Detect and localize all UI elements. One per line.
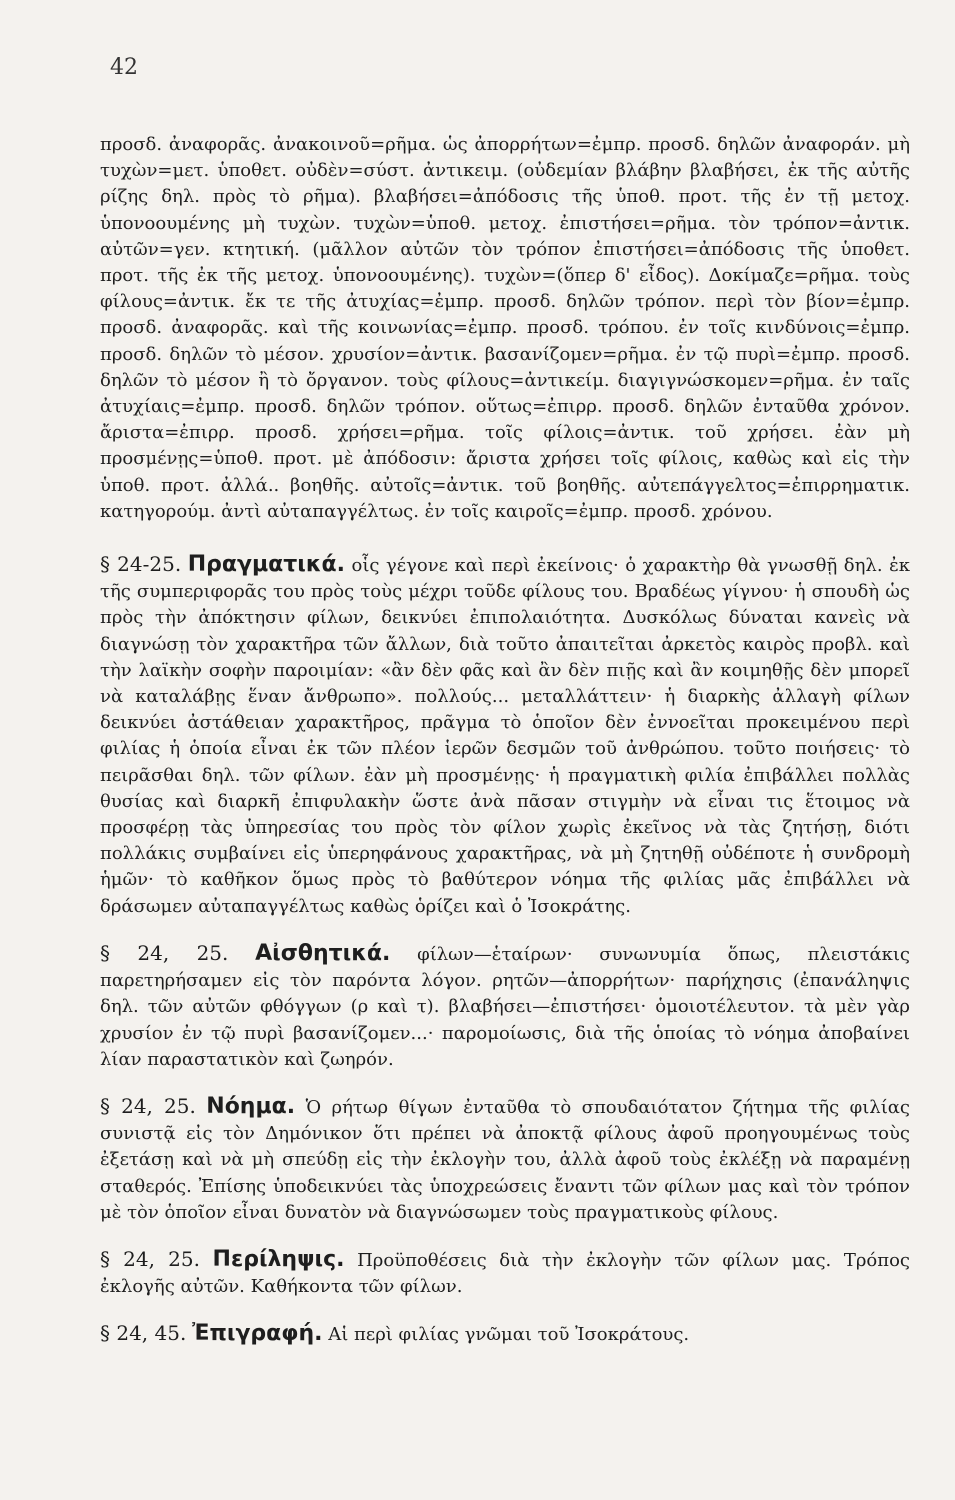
section-heading: Νόημα. xyxy=(206,1093,296,1119)
section-number: § 24, 25. xyxy=(100,940,229,965)
section-heading: Πραγματικά. xyxy=(187,552,345,578)
section-text: φίλων—ἑταίρων· συνωνυμία ὅπως, πλειστάκις παρετηρήσαμεν εἰς τὸν παρόντα λόγον. ρητῶν—ἀπορρήτων· παρήχησις (ἐπανάληψις δηλ. τῶν αὐτῶν φθόγγων (ρ καὶ τ). βλαβήσει—ἐπιστήσει· ὁμοιοτέλευτον. τὰ μὲν γὰρ χρυσίον ἐν τῷ πυρὶ βασανίζομεν...· παρομοίωσις, διὰ τῆς ὁποίας τὸ νόημα ἀποβαίνει λίαν παραστατικὸν καὶ ζωηρόν. xyxy=(100,943,910,1070)
section-text: Αἱ περὶ φιλίας γνῶμαι τοῦ Ἰσοκράτους. xyxy=(328,1324,690,1346)
section-aisthitika xyxy=(100,940,910,1073)
section-text: Προϋποθέσεις διὰ τὴν ἐκλογὴν τῶν φίλων μας. Τρόπος ἐκλογῆς αὐτῶν. Καθήκοντα τῶν φίλων. xyxy=(100,1249,910,1298)
page-number: 42 xyxy=(110,55,138,80)
section-number: § 24, 45. xyxy=(100,1321,187,1346)
section-text: Ὁ ρήτωρ θίγων ἐνταῦθα τὸ σπουδαιότατον ζήτημα τῆς φιλίας συνιστᾷ εἰς τὸν Δημόνικον ὅτι πρέπει νὰ ἀποκτᾷ φίλους ἀφοῦ προηγουμένως τοὺς ἐξετάσῃ καὶ νὰ μὴ σπεύδῃ εἰς τὴν ἐκλογὴν του, ἀλλὰ ἀφοῦ τοὺς ἐκλέξῃ νὰ παραμένῃ σταθερός. Ἐπίσης ὑποδεικνύει τὰς ὑποχρεώσεις ἔναντι τῶν φίλων μας καὶ τὸν τρόπον μὲ τὸν ὁποῖον εἶναι δυνατὸν νὰ διαγνώσωμεν τοὺς πραγματικοὺς φίλους. xyxy=(100,1096,911,1223)
section-heading: Περίληψις. xyxy=(212,1246,345,1272)
section-number: § 24, 25. xyxy=(100,1246,200,1271)
section-perilipsis xyxy=(100,1246,910,1300)
section-noima xyxy=(100,1093,910,1226)
section-number: § 24-25. xyxy=(100,552,182,577)
intro-paragraph: προσδ. ἀναφορᾶς. ἀνακοινοῦ=ρῆμα. ὡς ἀπορρήτων=ἐμπρ. προσδ. δηλῶν ἀναφοράν. μὴ τυχὼν=μετ. ὑποθετ. οὐδὲν=σύστ. ἀντικειμ. (οὐδεμίαν βλάβην βλαβήσει, ἐκ τῆς αὐτῆς ρίζης δηλ. πρὸς τὸ ρῆμα). βλαβήσει=ἀπόδοσις τῆς ὑποθ. προτ. τῆς ἐν τῇ μετοχ. ὑπονοουμένης μὴ τυχὼν. τυχὼν=ὑποθ. μετοχ. ἐπιστήσει=ρῆμα. τὸν τρόπον=ἀντικ. αὐτῶν=γεν. κτητική. (μᾶλλον αὐτῶν τὸν τρόπον ἐπιστήσει=ἀπόδοσις τῆς ὑποθετ. προτ. τῆς ἐκ τῆς μετοχ. ὑπονοουμένης). τυχὼν=(ὅπερ δ' εἶδος). Δοκίμαζε=ρῆμα. τοὺς φίλους=ἀντικ. ἔκ τε τῆς ἀτυχίας=ἐμπρ. προσδ. δηλῶν τρόπον. περὶ τὸν βίον=ἐμπρ. προσδ. ἀναφορᾶς. καὶ τῆς κοινωνίας=ἐμπρ. προσδ. τρόπου. ἐν τοῖς κινδύνοις=ἐμπρ. προσδ. δηλῶν τὸ μέσον. χρυσίον=ἀντικ. βασανίζομεν=ρῆμα. ἐν τῷ πυρὶ=ἐμπρ. προσδ. δηλῶν τὸ μέσον ἢ τὸ ὄργανον. τοὺς φίλους=ἀντικείμ. διαγιγνώσκομεν=ρῆμα. ἐν ταῖς ἀτυχίαις=ἐμπρ. προσδ. δηλῶν τρόπον. οὕτως=ἐπιρρ. προσδ. δηλῶν ἐνταῦθα χρόνον. ἄριστα=ἐπιρρ. προσδ. χρήσει=ρῆμα. τοῖς φίλοις=ἀντικ. τοῦ χρήσει. ἐὰν μὴ προσμένῃς=ὑποθ. προτ. μὲ ἀπόδοσιν: ἄριστα χρήσει τοῖς φίλοις, καθὼς καὶ εἰς τὴν ὑποθ. προτ. ἀλλά.. βοηθῆς. αὐτοῖς=ἀντικ. τοῦ βοηθῆς. αὐτεπάγγελτος=ἐπιρρηματικ. κατηγορούμ. ἀντὶ αὐταπαγγέλτως. ἐν τοῖς καιροῖς=ἐμπρ. προσδ. χρόνου. xyxy=(100,134,910,522)
section-epigrafi xyxy=(100,1320,910,1348)
section-text: οἷς γέγονε καὶ περὶ ἐκείνοις· ὁ χαρακτὴρ θὰ γνωσθῇ δηλ. ἐκ τῆς συμπεριφορᾶς του πρὸς τοὺς μέχρι τοῦδε φίλους του. Βραδέως γίγνου· ἡ σπουδὴ ὡς πρὸς τὴν ἀπόκτησιν φίλων, δεικνύει ἐπιπολαιότητα. Δυσκόλως δύναται κανεὶς νὰ διαγνώσῃ τὸν χαρακτῆρα τῶν ἄλλων, διὰ τοῦτο ἀπαιτεῖται ἀρκετὸς καιρὸς προβλ. καὶ τὴν λαϊκὴν σοφὴν παροιμίαν: «ἂν δὲν φᾶς καὶ ἂν δὲν πιῇς καὶ ἂν κοιμηθῇς δὲν μπορεῖ νὰ καταλάβῃς ἕναν ἄνθρωπο». πολλούς... μεταλλάττειν· ἡ διαρκὴς ἀλλαγὴ φίλων δεικνύει ἀστάθειαν χαρακτῆρος, πρᾶγμα τὸ ὁποῖον δὲν ἐννοεῖται προκειμένου περὶ φιλίας ἡ ὁποία εἶναι ἐκ τῶν πλέον ἱερῶν δεσμῶν τοῦ ἀνθρώπου. τοῦτο ποιήσεις· τὸ πειρᾶσθαι δηλ. τῶν φίλων. ἐὰν μὴ προσμένῃς· ἡ πραγματικὴ φιλία ἐπιβάλλει πολλὰς θυσίας καὶ διαρκῆ ἐπιφυλακὴν ὥστε ἀνὰ πᾶσαν στιγμὴν νὰ εἶναι τις ἕτοιμος νὰ προσφέρῃ τὰς ὑπηρεσίας του πρὸς τὸν φίλον χωρὶς ἐκεῖνος νὰ τὰς ζητήσῃ, διότι πολλάκις συμβαίνει εἰς ὑπερηφάνους χαρακτῆρας, νὰ μὴ ζητηθῇ οὐδέποτε ἡ συνδρομὴ ἡμῶν· τὸ καθῆκον ὅμως πρὸς τὸ βαθύτερον νόημα τῆς φιλίας μᾶς ἐπιβάλλει νὰ δράσωμεν αὐταπαγγέλτως καθὼς ὁρίζει καὶ ὁ Ἰσοκράτης. xyxy=(100,555,910,917)
section-number: § 24, 25. xyxy=(100,1093,196,1118)
section-pragmatika xyxy=(100,551,910,920)
section-heading: Ἐπιγραφή. xyxy=(192,1321,323,1347)
section-heading: Αἰσθητικά. xyxy=(255,940,391,966)
